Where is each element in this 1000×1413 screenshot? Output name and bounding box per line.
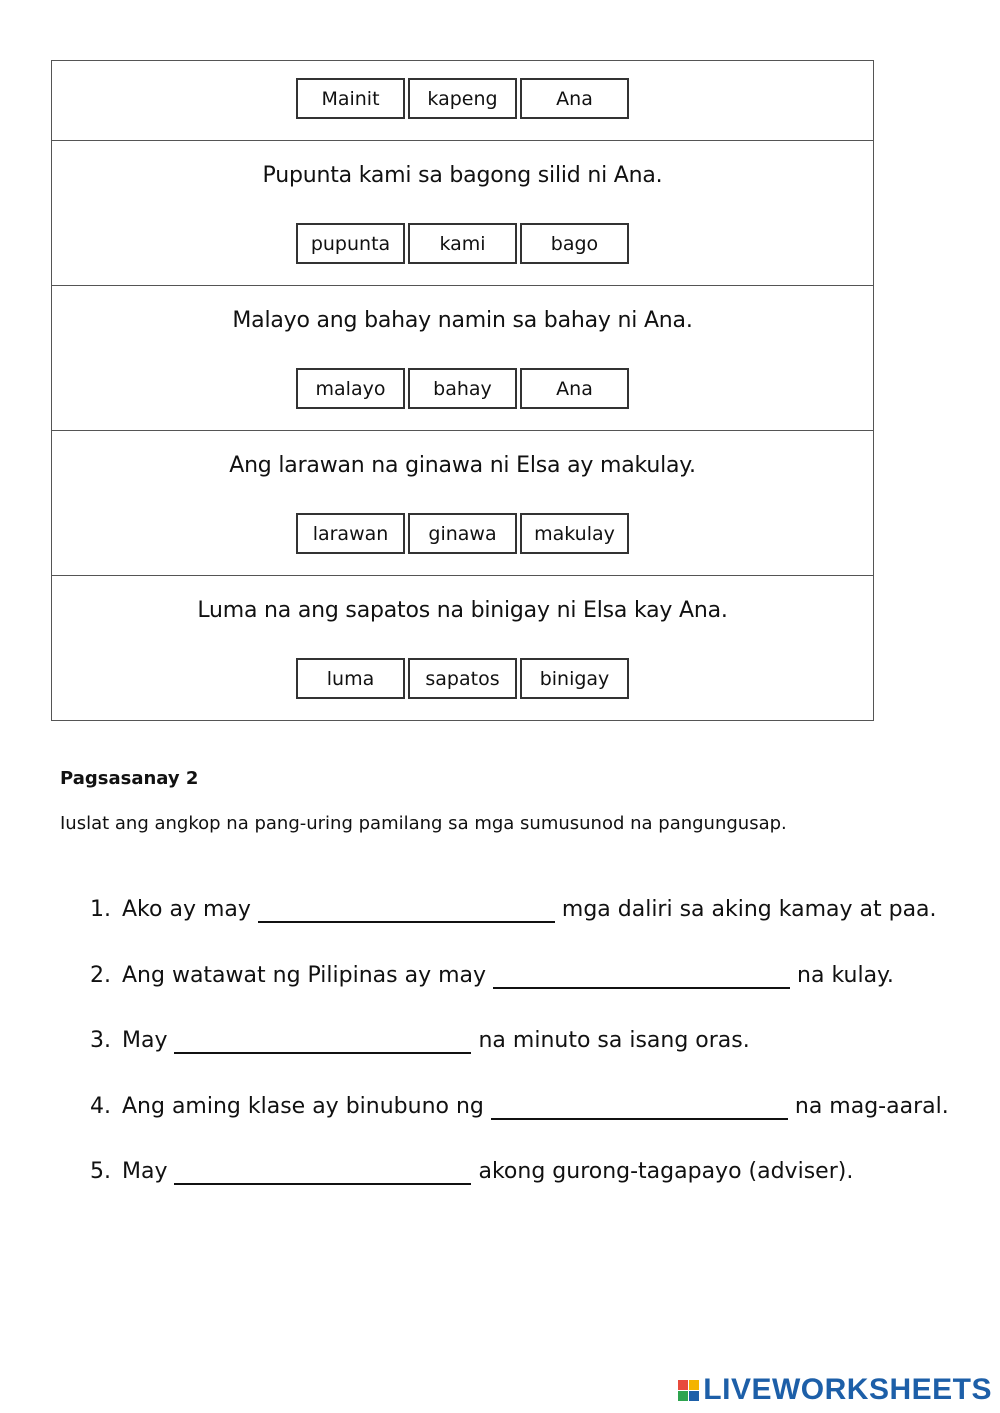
section-heading: Pagsasanay 2 [60, 768, 199, 789]
item-text-after: na mag-aaral. [794, 1093, 949, 1119]
item-text-before: Ako ay may [122, 897, 251, 922]
answer-blank[interactable] [174, 1159, 471, 1185]
word-choices [52, 658, 873, 699]
sentence: Luma na ang sapatos na binigay ni Elsa kay Ana. [197, 598, 728, 623]
item-text-before: May [122, 1028, 168, 1053]
fill-in-list [90, 897, 949, 1225]
answer-blank[interactable] [493, 963, 790, 989]
word-chip[interactable]: makulay [520, 513, 629, 554]
word-choices [52, 368, 873, 409]
table-row [52, 61, 873, 140]
list-item [90, 897, 949, 963]
word-chip[interactable]: sapatos [408, 658, 517, 699]
item-number: 2. [90, 962, 111, 988]
table-row [52, 430, 873, 575]
table-row [52, 140, 873, 285]
item-number: 5. [90, 1159, 111, 1184]
item-number: 3. [90, 1028, 111, 1053]
word-chip[interactable]: malayo [296, 368, 405, 409]
word-choices [52, 223, 873, 264]
word-chip[interactable]: ginawa [408, 513, 517, 554]
item-text-after: mga daliri sa aking kamay at paa. [561, 897, 937, 922]
item-text-after: na kulay. [797, 962, 894, 988]
word-chip[interactable]: binigay [520, 658, 629, 699]
instruction-text: Iuslat ang angkop na pang-uring pamilang sa mga sumusunod na pangungusap. [60, 813, 787, 834]
item-text-after: na minuto sa isang oras. [478, 1028, 750, 1053]
logo-square [689, 1391, 699, 1401]
answer-blank[interactable] [491, 1094, 788, 1120]
logo-square [678, 1380, 688, 1390]
word-chip[interactable]: bago [520, 223, 629, 264]
word-chip[interactable]: luma [296, 658, 405, 699]
word-choices [52, 78, 873, 119]
word-chip[interactable]: Ana [520, 368, 629, 409]
word-chip[interactable]: pupunta [296, 223, 405, 264]
sentence: Pupunta kami sa bagong silid ni Ana. [262, 163, 663, 188]
word-chip[interactable]: Mainit [296, 78, 405, 119]
item-text-before: Ang aming klase ay binubuno ng [122, 1093, 484, 1119]
item-text-before: May [122, 1159, 168, 1184]
item-number: 4. [90, 1093, 111, 1119]
sentence: Ang larawan na ginawa ni Elsa ay makulay. [229, 453, 696, 478]
logo-square [689, 1380, 699, 1390]
list-item [90, 1028, 949, 1094]
sentence: Malayo ang bahay namin sa bahay ni Ana. [232, 308, 693, 333]
answer-blank[interactable] [258, 897, 555, 923]
item-text-before: Ang watawat ng Pilipinas ay may [122, 962, 487, 988]
answer-blank[interactable] [174, 1028, 471, 1054]
logo-square [678, 1391, 688, 1401]
liveworksheets-logo [678, 1373, 992, 1407]
word-chip[interactable]: larawan [296, 513, 405, 554]
word-chip[interactable]: kapeng [408, 78, 517, 119]
table-row [52, 285, 873, 430]
word-choices [52, 513, 873, 554]
list-item [90, 1159, 949, 1225]
word-choice-table [51, 60, 874, 721]
logo-text: LIVEWORKSHEETS [703, 1373, 992, 1406]
item-number: 1. [90, 897, 111, 922]
word-chip[interactable]: bahay [408, 368, 517, 409]
item-text-after: akong gurong-tagapayo (adviser). [478, 1159, 854, 1184]
list-item [90, 1094, 949, 1160]
word-chip[interactable]: kami [408, 223, 517, 264]
table-row [52, 575, 873, 720]
word-chip[interactable]: Ana [520, 78, 629, 119]
logo-grid-icon [678, 1380, 699, 1401]
list-item [90, 963, 949, 1029]
